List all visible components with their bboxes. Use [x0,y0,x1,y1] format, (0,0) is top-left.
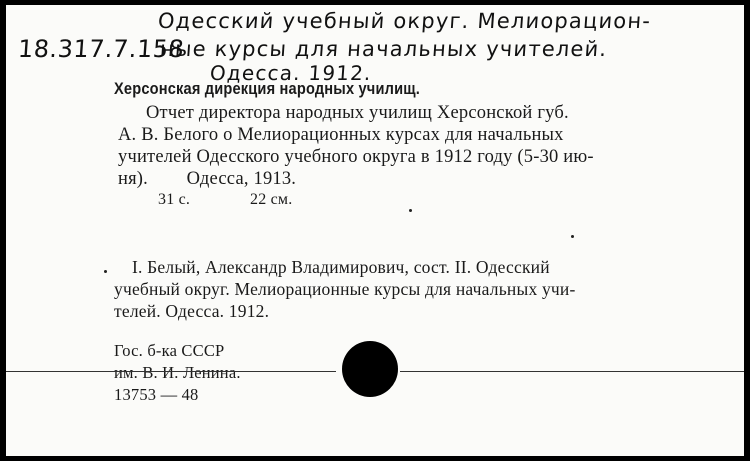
entry-body-line-1: Отчет директора народных училищ Херсонской губ. [146,103,569,123]
handwritten-line-3: Одесса. 1912. [209,61,373,85]
punched-hole [342,341,398,397]
entry-heading: Херсонская дирекция народных училищ. [114,79,420,98]
entry-size: 22 см. [250,191,293,208]
catalog-card [6,5,744,456]
entry-body-line-4: ня). Одесса, 1913. [118,169,297,189]
speck [409,209,412,212]
right-rule [400,371,744,372]
library-line-1: Гос. б-ка СССР [114,341,225,360]
handwritten-line-2: ные курсы для начальных учителей. [159,37,609,61]
tracing-line-1: I. Белый, Александр Владимирович, сост. II. Одесский [132,257,550,277]
handwritten-line-1: Одесский учебный округ. Мелиорацион- [157,9,653,33]
library-number: 13753 — 48 [114,385,199,404]
left-rule [6,371,336,372]
tracing-line-2: учебный округ. Мелиорационные курсы для начальных учи- [114,279,576,299]
speck [571,235,574,238]
handwritten-call-number: 18.317.7.158 [17,35,186,63]
entry-pages: 31 с. [158,191,191,208]
tracing-line-3: телей. Одесса. 1912. [114,301,270,321]
entry-body-line-2: А. В. Белого о Мелиорационных курсах для начальных [118,125,564,145]
speck [104,270,107,273]
entry-body-line-3: учителей Одесского учебного округа в 1912 году (5-30 ию- [118,147,594,167]
library-line-2: им. В. И. Ленина. [114,363,241,382]
